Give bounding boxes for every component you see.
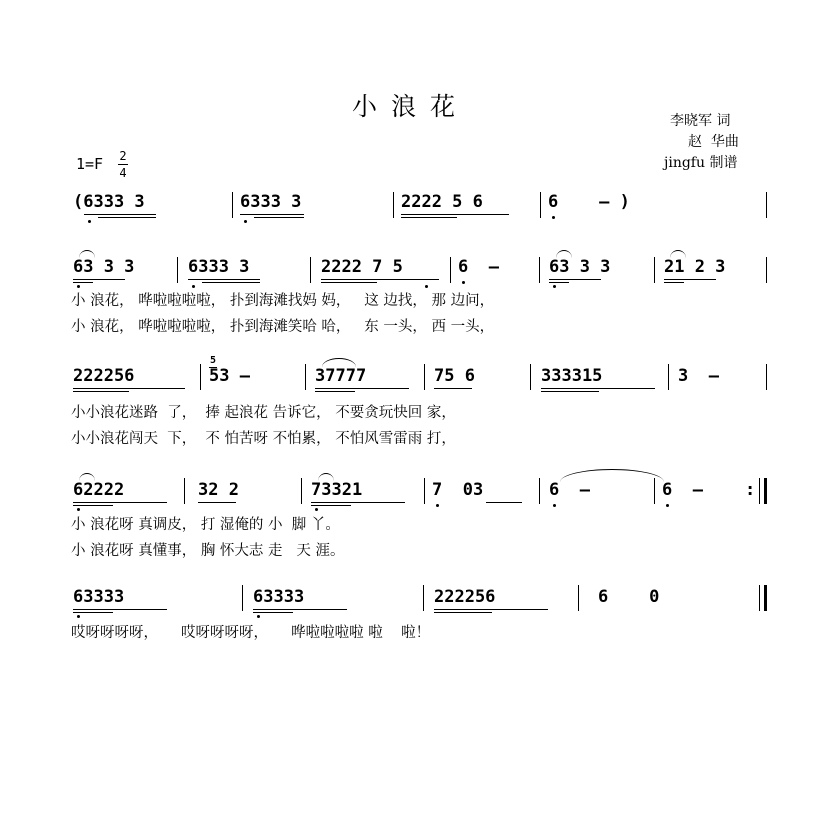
arranger-credit: jingfu 制谱 [664, 155, 738, 171]
measure: 2222 5 6 [401, 192, 483, 212]
measure: 3 – [678, 366, 719, 386]
time-signature-bottom: 4 [119, 166, 127, 180]
beam [401, 214, 509, 215]
beam [434, 612, 492, 613]
barline [305, 364, 306, 390]
barline [232, 192, 233, 218]
grace-note: 5 [210, 355, 217, 366]
measure: 62222 [73, 480, 125, 500]
measure: 6 – [662, 480, 703, 500]
measure: 63 3 3 [549, 257, 611, 277]
beam [73, 502, 167, 503]
barline-thick [764, 478, 767, 504]
beam [486, 502, 522, 503]
beam [254, 217, 304, 218]
low-octave-dot [462, 281, 465, 284]
key-signature: 1=F [76, 155, 104, 173]
beam [311, 502, 405, 503]
beam [240, 214, 304, 215]
beam [73, 391, 129, 392]
measure: 6 – [458, 257, 499, 277]
beam [321, 282, 377, 283]
low-octave-dot [553, 285, 556, 288]
barline [539, 257, 540, 283]
low-octave-dot [77, 285, 80, 288]
barline [654, 257, 655, 283]
measure: 222256 [434, 587, 496, 607]
lyric-line: 哎呀呀呀呀， 哎呀呀呀呀， 哗啦啦啦啦 啦 啦！ [71, 625, 431, 641]
beam [73, 612, 113, 613]
lyric-line: 小 浪花呀 真调皮， 打 湿俺的 小 脚 丫。 [71, 517, 340, 533]
low-octave-dot [77, 615, 80, 618]
repeat-sign: : [745, 480, 756, 500]
beam [321, 279, 439, 280]
low-octave-dot [88, 220, 91, 223]
measure: 6333 3 [240, 192, 302, 212]
beam [401, 217, 457, 218]
beam [549, 279, 601, 280]
low-octave-dot [77, 508, 80, 511]
barline [242, 585, 243, 611]
measure: 73321 [311, 480, 363, 500]
beam [73, 505, 113, 506]
beam [73, 609, 167, 610]
beam [84, 214, 156, 215]
final-barline [764, 585, 767, 611]
measure: 21 2 3 [664, 257, 726, 277]
barline [450, 257, 451, 283]
composer-credit: 赵 华曲 [688, 134, 739, 150]
beam [73, 388, 185, 389]
beam [664, 282, 684, 283]
lyric-line: 小 浪花， 哗啦啦啦啦， 扑到海滩找妈 妈， 这 边找， 那 边问， [71, 293, 495, 309]
low-octave-dot [436, 504, 439, 507]
beam [202, 282, 260, 283]
measure: (6333 3 [73, 192, 145, 212]
barline [540, 192, 541, 218]
lyricist-credit: 李晓军 词 [670, 113, 731, 129]
barline [668, 364, 669, 390]
barline [766, 192, 767, 218]
barline [301, 478, 302, 504]
barline [530, 364, 531, 390]
low-octave-dot [552, 216, 555, 219]
beam [664, 279, 716, 280]
barline [424, 478, 425, 504]
beam [253, 612, 293, 613]
lyric-line: 小 浪花， 哗啦啦啦啦， 扑到海滩笑哈 哈， 东 一头， 西 一头， [71, 319, 495, 335]
measure: 63333 [73, 587, 125, 607]
measure: 6 – ) [548, 192, 630, 212]
low-octave-dot [257, 615, 260, 618]
time-signature-line [118, 164, 128, 165]
barline [766, 257, 767, 283]
low-octave-dot [315, 508, 318, 511]
measure: 6 0 [598, 587, 660, 607]
measure: 333315 [541, 366, 603, 386]
beam [311, 505, 351, 506]
measure: 75 6 [434, 366, 475, 386]
low-octave-dot [553, 504, 556, 507]
measure: 37777 [315, 366, 367, 386]
barline [310, 257, 311, 283]
low-octave-dot [244, 220, 247, 223]
measure: 7 03 [432, 480, 484, 500]
low-octave-dot [666, 504, 669, 507]
barline [423, 585, 424, 611]
beam [73, 282, 93, 283]
beam [253, 609, 347, 610]
measure: 63333 [253, 587, 305, 607]
measure: 32 2 [198, 480, 239, 500]
song-title: 小浪花 [352, 92, 470, 121]
measure: 222256 [73, 366, 135, 386]
barline [759, 585, 760, 611]
beam [434, 388, 472, 389]
lyric-line: 小 浪花呀 真懂事， 胸 怀大志 走 天 涯。 [71, 543, 345, 559]
barline [654, 478, 655, 504]
low-octave-dot [192, 285, 195, 288]
lyric-line: 小小浪花迷路 了， 捧 起浪花 告诉它， 不要贪玩快回 家， [71, 405, 456, 421]
beam [98, 217, 156, 218]
beam [73, 279, 125, 280]
beam [541, 391, 599, 392]
barline [759, 478, 760, 504]
barline [766, 364, 767, 390]
measure: 6 – [549, 480, 590, 500]
barline [393, 192, 394, 218]
barline [578, 585, 579, 611]
measure: 53 – [209, 366, 250, 386]
time-signature-top: 2 [119, 149, 127, 163]
barline [200, 364, 201, 390]
barline [177, 257, 178, 283]
beam [549, 282, 569, 283]
beam [198, 502, 236, 503]
measure: 63 3 3 [73, 257, 135, 277]
barline [424, 364, 425, 390]
measure: 2222 7 5 [321, 257, 403, 277]
barline [184, 478, 185, 504]
beam [434, 609, 548, 610]
measure: 6333 3 [188, 257, 250, 277]
beam [315, 391, 355, 392]
beam [541, 388, 655, 389]
beam [315, 388, 409, 389]
lyric-line: 小小浪花闯天 下， 不 怕苦呀 不怕累， 不怕风雪雷雨 打， [71, 431, 456, 447]
low-octave-dot [425, 285, 428, 288]
barline [539, 478, 540, 504]
beam [188, 279, 260, 280]
